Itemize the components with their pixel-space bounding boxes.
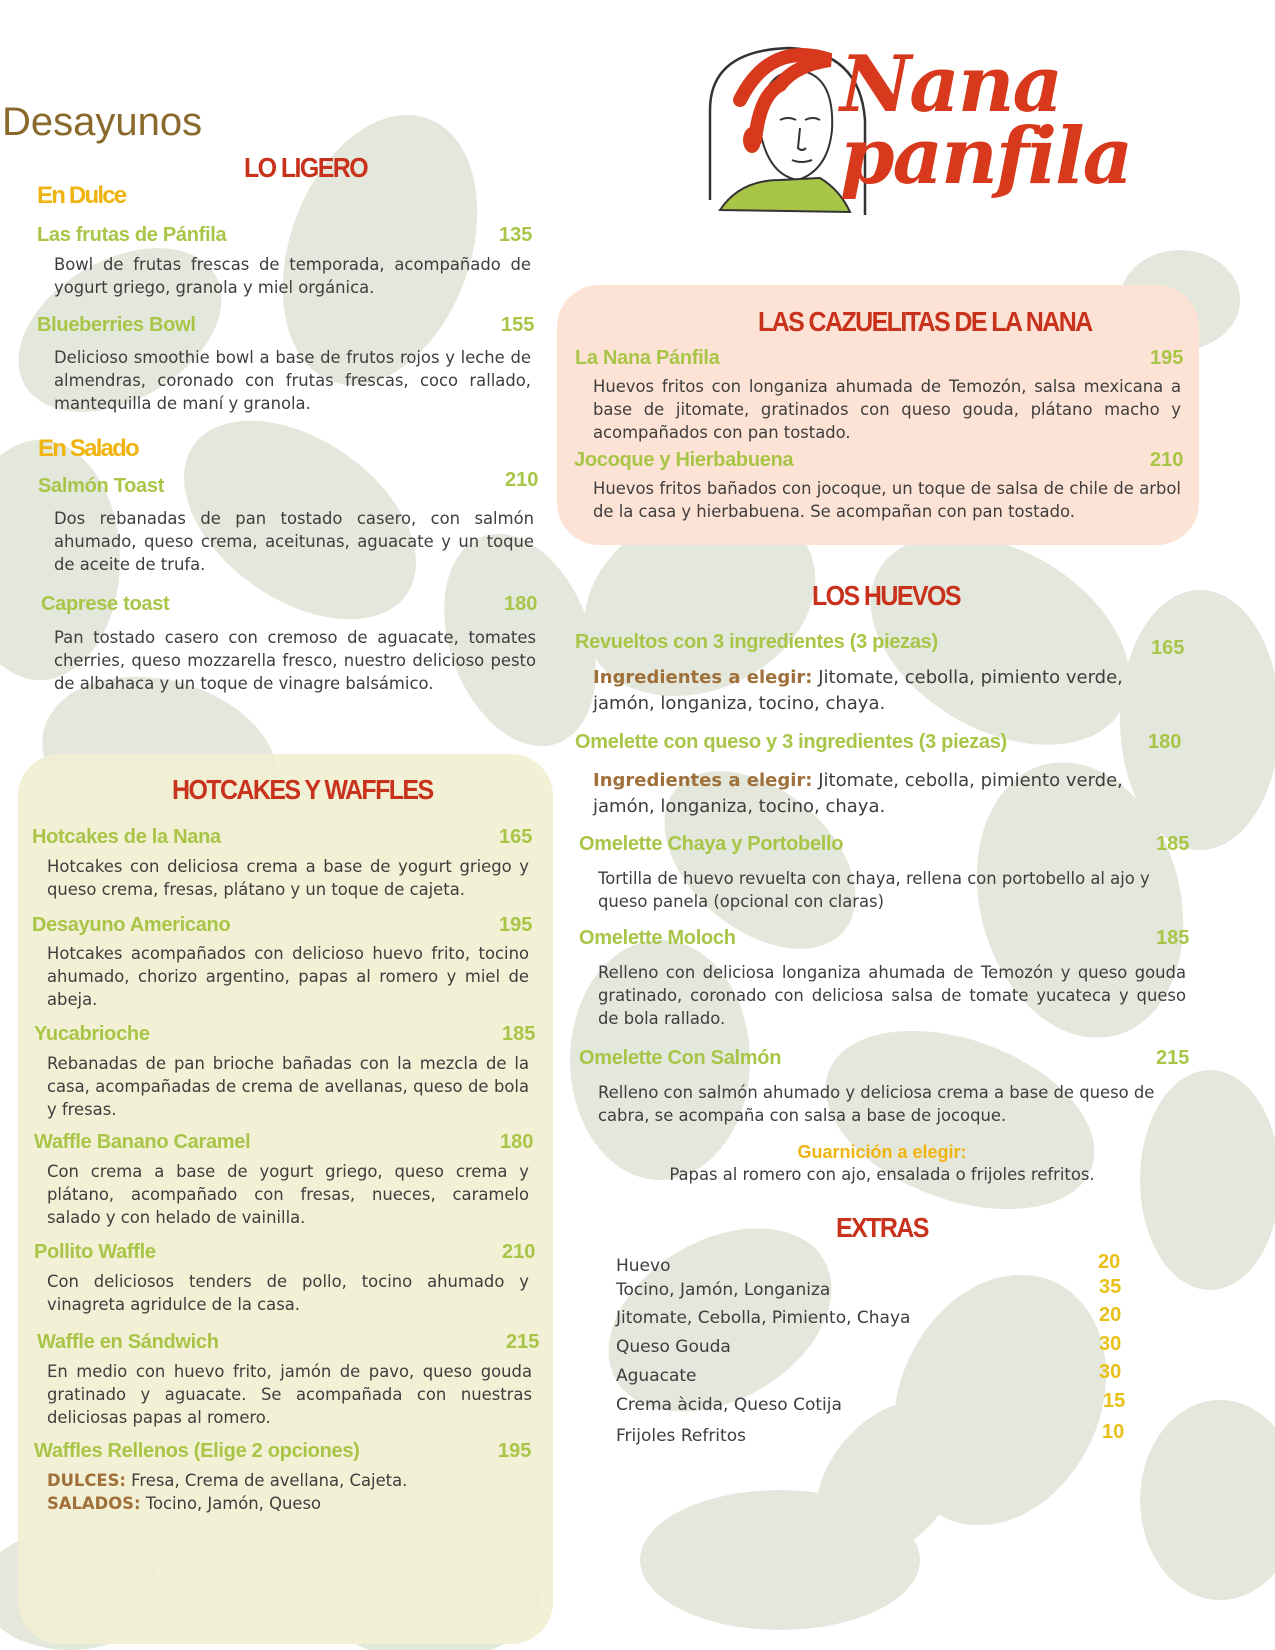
menu-item-description: Rebanadas de pan brioche bañadas con la mezcla de la casa, acompañadas de crema de avellanas, queso de bola y fresas. [47, 1054, 529, 1119]
menu-item-name: Waffles Rellenos (Elige 2 opciones) [34, 1440, 360, 1462]
menu-item-name: Salmón Toast [38, 475, 165, 497]
menu-item-price: 215 [506, 1331, 540, 1353]
section-title-cazuelitas: LAS CAZUELITAS DE LA NANA [758, 306, 1092, 338]
dulces-options: Fresa, Crema de avellana, Cajeta. [125, 1471, 408, 1490]
menu-item-description: Con crema a base de yogurt griego, queso crema y plátano, acompañado con fresas, nueces, caramelo salado y con helado de vainilla. [47, 1162, 529, 1227]
menu-item-price: 215 [1156, 1047, 1190, 1069]
menu-item-name: Omelette Moloch [579, 927, 736, 949]
menu-item-description: Huevos fritos bañados con jocoque, un toque de salsa de chile de arbol de la casa y hierbabuena. Se acompañan con pan tostado. [593, 479, 1181, 521]
menu-item-description: Hotcakes acompañados con delicioso huevo frito, tocino ahumado, chorizo argentino, papas al romero y miel de abeja. [47, 944, 529, 1009]
extra-item-price: 20 [1098, 1251, 1121, 1273]
menu-item-price: 210 [505, 469, 539, 491]
menu-item-price: 165 [499, 826, 533, 848]
ingredients-label: Ingredientes a elegir: [593, 667, 813, 688]
salados-label: SALADOS: [47, 1494, 141, 1513]
dulces-label: DULCES: [47, 1471, 126, 1490]
menu-item-description: Bowl de frutas frescas de temporada, acompañado de yogurt griego, granola y miel orgánica. [54, 255, 531, 297]
menu-item-price: 185 [1156, 927, 1190, 949]
extra-item-name: Crema àcida, Queso Cotija [616, 1395, 842, 1415]
extra-item-price: 35 [1099, 1276, 1122, 1298]
menu-item-name: Yucabrioche [34, 1023, 150, 1045]
menu-item-name: Omelette Con Salmón [579, 1047, 782, 1069]
menu-item-description: Delicioso smoothie bowl a base de frutos rojos y leche de almendras, coronado con frutas frescas, coco rallado, mantequilla de maní y granola. [54, 348, 531, 413]
guarnicion-label: Guarnición a elegir: [797, 1142, 967, 1162]
menu-item-name: Omelette Chaya y Portobello [579, 833, 844, 855]
brand-logo [700, 40, 1190, 220]
menu-item-name: Hotcakes de la Nana [32, 826, 221, 848]
menu-item-name: Waffle en Sándwich [37, 1331, 219, 1353]
logo-text-panfila: panfila [840, 111, 1132, 202]
menu-item-name: Caprese toast [41, 593, 170, 615]
menu-item-price: 155 [501, 314, 535, 336]
menu-item-name: Pollito Waffle [34, 1241, 156, 1263]
menu-item-description: Hotcakes con deliciosa crema a base de yogurt griego y queso crema, fresas, plátano y un toque de cajeta. [47, 857, 529, 899]
subsection-en-dulce: En Dulce [37, 182, 126, 209]
extra-item-price: 20 [1099, 1304, 1122, 1326]
menu-item-price: 195 [498, 1440, 532, 1462]
subsection-en-salado: En Salado [38, 435, 138, 462]
salados-options: Tocino, Jamón, Queso [140, 1494, 322, 1513]
menu-item-description: En medio con huevo frito, jamón de pavo, queso gouda gratinado y aguacate. Se acompañada con nuestras deliciosas papas al romero. [47, 1362, 532, 1427]
menu-item-description: Huevos fritos con longaniza ahumada de Temozón, salsa mexicana a base de jitomate, gratinados con queso gouda, plátano macho y acompañados con pan tostado. [593, 377, 1181, 442]
menu-item-price: 180 [504, 593, 538, 615]
menu-item-name: Omelette con queso y 3 ingredientes (3 piezas) [575, 731, 1007, 753]
menu-item-description: Relleno con deliciosa longaniza ahumada de Temozón y queso gouda gratinado, coronado con deliciosa salsa de tomate yucateca y queso de bola rallado. [598, 963, 1186, 1028]
section-title-extras: EXTRAS [836, 1212, 928, 1244]
menu-item-name: Desayuno Americano [32, 914, 231, 936]
menu-item-price: 180 [1148, 731, 1182, 753]
menu-item-name: Las frutas de Pánfila [37, 224, 227, 246]
ingredients-list: Jitomate, cebolla, pimiento verde, jamón, longaniza, tocino, chaya. [593, 667, 1123, 714]
ingredients-label: Ingredientes a elegir: [593, 770, 813, 791]
menu-item-price: 185 [502, 1023, 536, 1045]
menu-item-description: Tortilla de huevo revuelta con chaya, rellena con portobello al ajo y queso panela (opcional con claras) [598, 869, 1150, 911]
menu-item-name: Waffle Banano Caramel [34, 1131, 251, 1153]
extra-item-name: Frijoles Refritos [616, 1426, 746, 1446]
extra-item-price: 15 [1103, 1390, 1126, 1412]
menu-item-description: Relleno con salmón ahumado y deliciosa crema a base de queso de cabra, se acompaña con salsa a base de jocoque. [598, 1083, 1155, 1125]
section-title-hotcakes: HOTCAKES Y WAFFLES [172, 774, 433, 806]
extra-item-name: Huevo [616, 1256, 671, 1276]
menu-item-price: 135 [499, 224, 533, 246]
menu-item-price: 210 [502, 1241, 536, 1263]
extra-item-name: Jitomate, Cebolla, Pimiento, Chaya [616, 1308, 911, 1328]
extra-item-price: 10 [1102, 1421, 1125, 1443]
menu-item-price: 180 [500, 1131, 534, 1153]
menu-item-price: 195 [499, 914, 533, 936]
menu-item-price: 165 [1151, 637, 1185, 659]
menu-item-name: La Nana Pánfila [575, 347, 720, 369]
ingredients-list: Jitomate, cebolla, pimiento verde, jamón, longaniza, tocino, chaya. [593, 770, 1123, 817]
extra-item-name: Tocino, Jamón, Longaniza [616, 1280, 831, 1300]
section-title-los-huevos: LOS HUEVOS [812, 580, 960, 612]
menu-item-price: 185 [1156, 833, 1190, 855]
extra-item-name: Queso Gouda [616, 1337, 731, 1357]
menu-item-description: Pan tostado casero con cremoso de aguacate, tomates cherries, queso mozzarella fresco, nuestro delicioso pesto de albahaca y un toque de vinagre balsámico. [54, 628, 536, 693]
menu-item-description: Dos rebanadas de pan tostado casero, con salmón ahumado, queso crema, aceitunas, aguacate y un toque de aceite de trufa. [54, 509, 534, 574]
extra-item-name: Aguacate [616, 1366, 697, 1386]
menu-item-name: Jocoque y Hierbabuena [574, 449, 794, 471]
menu-item-price: 210 [1150, 449, 1184, 471]
extra-item-price: 30 [1099, 1333, 1122, 1355]
guarnicion-options: Papas al romero con ajo, ensalada o frijoles refritos. [669, 1165, 1095, 1184]
page-title: Desayunos [2, 100, 203, 144]
logo-text-nana: Nana [840, 39, 1062, 130]
section-title-lo-ligero: LO LIGERO [244, 152, 368, 184]
extra-item-price: 30 [1099, 1361, 1122, 1383]
menu-item-name: Revueltos con 3 ingredientes (3 piezas) [575, 631, 938, 653]
ingredients-choice [593, 665, 1168, 717]
menu-item-name: Blueberries Bowl [37, 314, 196, 336]
waffles-rellenos-options [47, 1469, 529, 1515]
menu-item-description: Con deliciosos tenders de pollo, tocino ahumado y vinagreta agridulce de la casa. [47, 1272, 529, 1314]
ingredients-choice [593, 768, 1168, 820]
menu-item-price: 195 [1150, 347, 1184, 369]
